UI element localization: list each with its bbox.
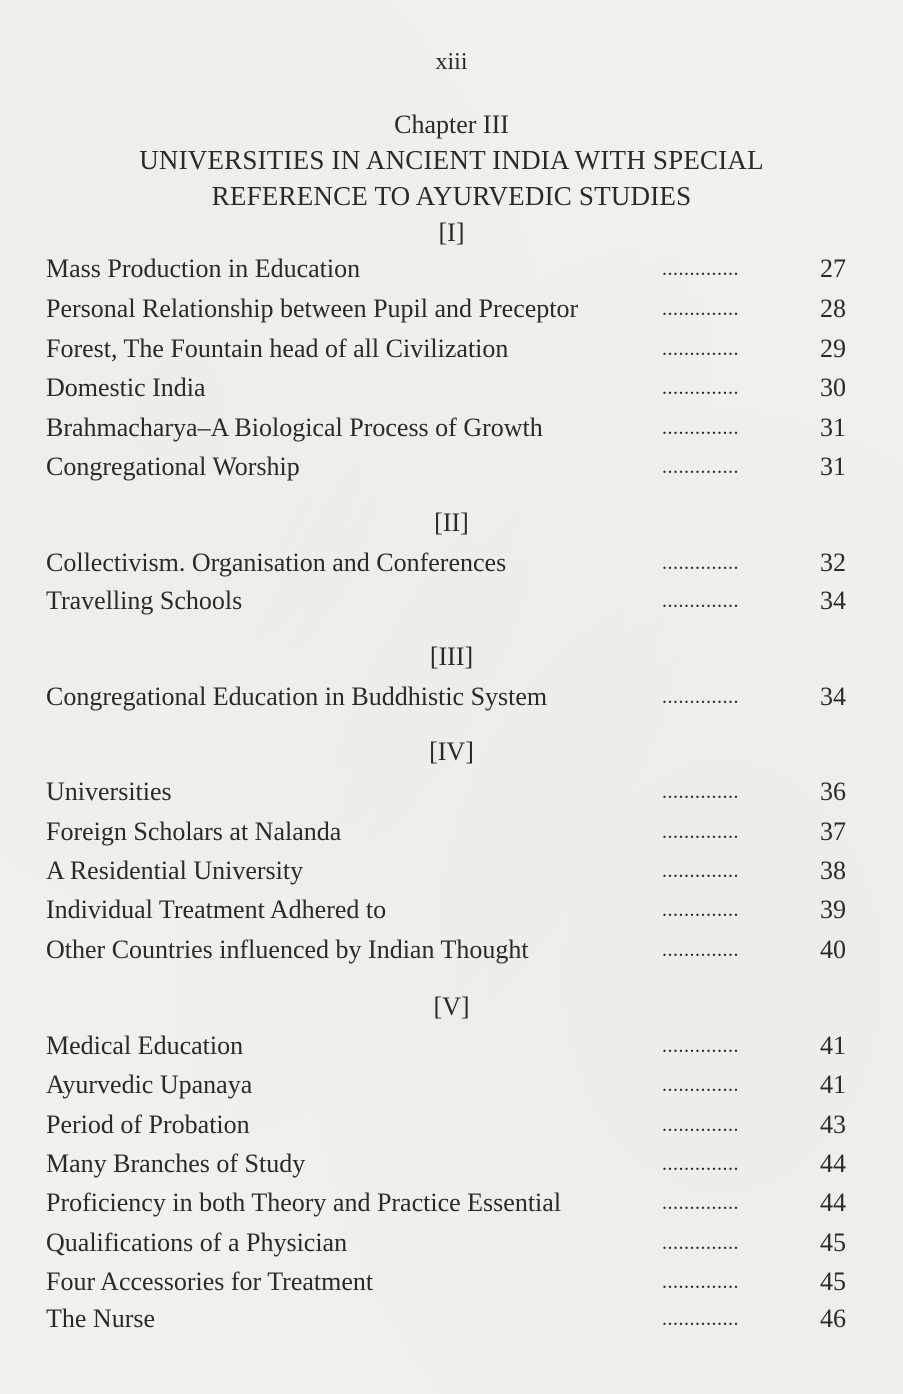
toc-entry-page: 41: [820, 1070, 846, 1099]
toc-entry-page: 39: [820, 895, 846, 924]
toc-entry: [46, 1029, 846, 1063]
toc-entry-page: 34: [820, 682, 846, 711]
toc-entry-page: 30: [820, 373, 846, 402]
toc-entry: [46, 1265, 846, 1299]
dot-leader: ..............: [662, 377, 739, 399]
toc-entry: [46, 815, 846, 849]
dot-leader: ..............: [662, 1192, 739, 1214]
dot-leader: ..............: [662, 1074, 739, 1096]
toc-entry-page: 45: [820, 1267, 846, 1296]
section-heading-iii: [III]: [429, 642, 474, 671]
toc-entry-title: Foreign Scholars at Nalanda: [46, 817, 342, 846]
toc-entry-page: 37: [820, 817, 846, 846]
toc-entry: [46, 450, 846, 484]
dot-leader: ..............: [662, 338, 739, 360]
toc-entry-title: Four Accessories for Treatment: [46, 1267, 374, 1296]
dot-leader: ..............: [662, 899, 739, 921]
toc-entry-title: Medical Education: [46, 1031, 244, 1060]
toc-entry-title: Collectivism. Organisation and Conferences: [46, 548, 507, 577]
toc-entry-page: 31: [820, 413, 846, 442]
toc-entry: [46, 371, 846, 405]
toc-entry: [46, 1226, 846, 1260]
toc-entry-page: 41: [820, 1031, 846, 1060]
dot-leader: ..............: [662, 821, 739, 843]
dot-leader: ..............: [662, 1271, 739, 1293]
section-heading-v: [V]: [433, 992, 470, 1021]
toc-entry: [46, 546, 846, 580]
toc-entry-title: Individual Treatment Adhered to: [46, 895, 387, 924]
page-number: xiii: [435, 49, 468, 75]
toc-entry-title: Mass Production in Education: [46, 254, 361, 283]
dot-leader: ..............: [662, 298, 739, 320]
toc-entry: [46, 893, 846, 927]
toc-entry: [46, 775, 846, 809]
toc-entry-page: 28: [820, 294, 846, 323]
toc-entry-title: Many Branches of Study: [46, 1149, 306, 1178]
dot-leader: ..............: [662, 939, 739, 961]
chapter-title-line-2: REFERENCE TO AYURVEDIC STUDIES: [211, 181, 692, 211]
toc-entry-page: 45: [820, 1228, 846, 1257]
toc-entry-title: Ayurvedic Upanaya: [46, 1070, 253, 1099]
toc-entry-title: Forest, The Fountain head of all Civilization: [46, 334, 509, 363]
toc-entry: [46, 1108, 846, 1142]
toc-entry-title: Other Countries influenced by Indian Thought: [46, 935, 529, 964]
toc-entry-title: Domestic India: [46, 373, 206, 402]
dot-leader: ..............: [662, 1153, 739, 1175]
toc-entry-title: Travelling Schools: [46, 586, 243, 615]
toc-entry-title: A Residential University: [46, 856, 304, 885]
toc-entry-title: Congregational Education in Buddhistic System: [46, 682, 548, 711]
dot-leader: ..............: [662, 1232, 739, 1254]
toc-entry: [46, 584, 846, 618]
dot-leader: ..............: [662, 590, 739, 612]
toc-entry-page: 27: [820, 254, 846, 283]
toc-entry-title: Congregational Worship: [46, 452, 300, 481]
toc-entry-title: Brahmacharya–A Biological Process of Growth: [46, 413, 543, 442]
toc-entry-page: 44: [820, 1149, 846, 1178]
toc-entry-title: Proficiency in both Theory and Practice Essential: [46, 1188, 562, 1217]
dot-leader: ..............: [662, 417, 739, 439]
toc-entry: [46, 933, 846, 967]
toc-entry-title: Period of Probation: [46, 1110, 250, 1139]
section-heading-iv: [IV]: [429, 737, 474, 766]
dot-leader: ..............: [662, 860, 739, 882]
dot-leader: ..............: [662, 1308, 739, 1330]
toc-entry-page: 29: [820, 334, 846, 363]
dot-leader: ..............: [662, 552, 739, 574]
toc-entry-title: Qualifications of a Physician: [46, 1228, 348, 1257]
toc-entry-title: Universities: [46, 777, 172, 806]
toc-entry: [46, 1186, 846, 1220]
section-heading-i: [I]: [438, 218, 465, 247]
chapter-title-line-1: UNIVERSITIES IN ANCIENT INDIA WITH SPECIAL: [139, 145, 764, 175]
dot-leader: ..............: [662, 1035, 739, 1057]
toc-entry: [46, 1147, 846, 1181]
section-heading-ii: [II]: [434, 508, 469, 537]
toc-entry: [46, 680, 846, 714]
toc-entry-page: 44: [820, 1188, 846, 1217]
toc-entry: [46, 292, 846, 326]
dot-leader: ..............: [662, 258, 739, 280]
toc-entry-title: The Nurse: [46, 1304, 156, 1333]
dot-leader: ..............: [662, 781, 739, 803]
toc-entry: [46, 411, 846, 445]
chapter-label: Chapter III: [394, 110, 509, 139]
toc-entry: [46, 1302, 846, 1336]
toc-entry-page: 46: [820, 1304, 846, 1333]
toc-entry-page: 40: [820, 935, 846, 964]
toc-entry-page: 34: [820, 586, 846, 615]
toc-entry-page: 31: [820, 452, 846, 481]
dot-leader: ..............: [662, 686, 739, 708]
toc-entry: [46, 854, 846, 888]
toc-entry-page: 38: [820, 856, 846, 885]
dot-leader: ..............: [662, 1114, 739, 1136]
toc-entry-page: 43: [820, 1110, 846, 1139]
toc-entry-title: Personal Relationship between Pupil and Preceptor: [46, 294, 579, 323]
dot-leader: ..............: [662, 456, 739, 478]
toc-entry-page: 32: [820, 548, 846, 577]
toc-entry-page: 36: [820, 777, 846, 806]
toc-entry: [46, 1068, 846, 1102]
toc-entry: [46, 332, 846, 366]
toc-entry: [46, 252, 846, 286]
